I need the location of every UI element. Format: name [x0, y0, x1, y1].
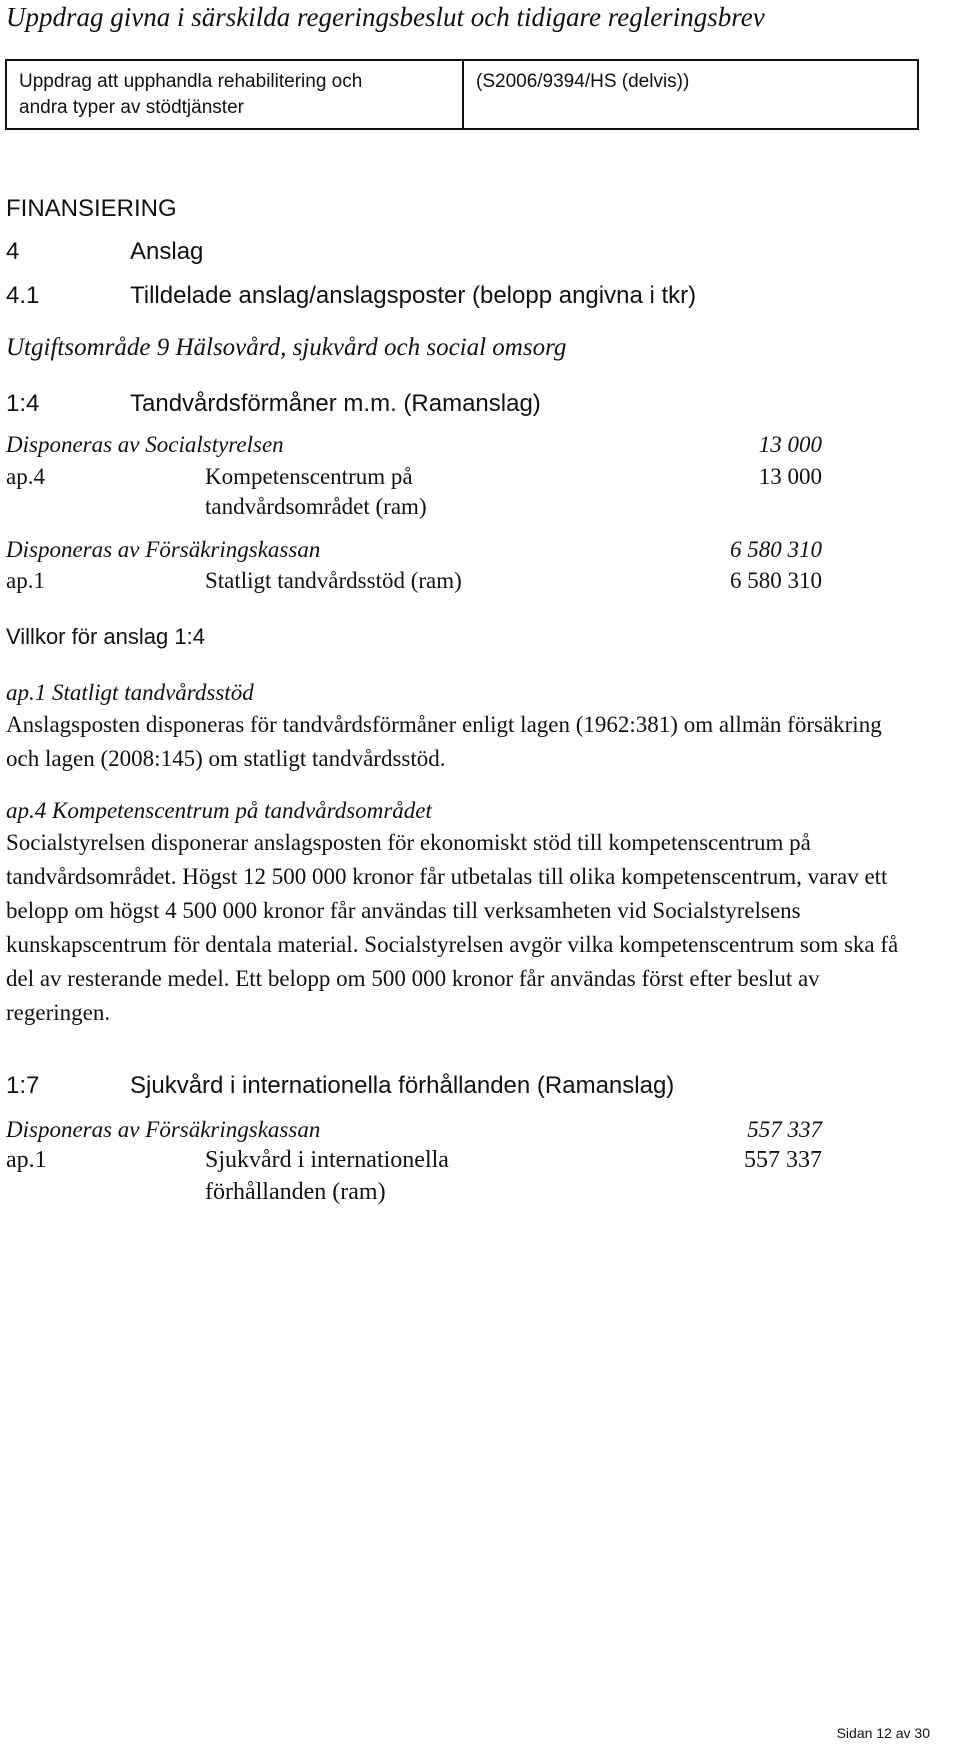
condition-ap1-title: ap.1 Statligt tandvårdsstöd — [6, 680, 254, 705]
disposed-by-label: Disponeras av Socialstyrelsen — [6, 432, 284, 457]
assignment-table — [5, 59, 919, 130]
budget-post-number: ap.4 — [6, 464, 45, 489]
appropriation-number: 1:7 — [6, 1072, 40, 1099]
financing-heading: FINANSIERING — [6, 195, 177, 222]
condition-ap4 — [6, 794, 916, 1030]
assignment-title-line1: Uppdrag att upphandla rehabilitering och — [19, 71, 363, 92]
budget-post-number: ap.1 — [6, 568, 45, 593]
disposed-by-label: Disponeras av Försäkringskassan — [6, 1117, 321, 1142]
assignment-title-line2: andra typer av stödtjänster — [19, 97, 244, 118]
subsection-number: 4.1 — [6, 282, 40, 309]
section-title: Anslag — [130, 238, 204, 265]
disposed-amount: 13 000 — [758, 432, 822, 457]
conditions-heading: Villkor för anslag 1:4 — [6, 624, 205, 649]
page-number: Sidan 12 av 30 — [836, 1725, 930, 1741]
condition-ap4-title: ap.4 Kompetenscentrum på tandvårdsområdet — [6, 798, 432, 823]
appropriation-title: Sjukvård i internationella förhållanden (Ramanslag) — [130, 1072, 675, 1099]
assignment-reference: (S2006/9394/HS (delvis)) — [476, 71, 690, 92]
appropriation-number: 1:4 — [6, 390, 40, 417]
budget-post-amount: 13 000 — [758, 464, 822, 489]
assignment-table-left-cell — [7, 61, 464, 128]
budget-post-label-line2: tandvårdsområdet (ram) — [205, 494, 427, 519]
budget-post-amount: 557 337 — [744, 1147, 822, 1173]
subsection-title: Tilldelade anslag/anslagsposter (belopp angivna i tkr) — [130, 282, 697, 309]
appropriation-title: Tandvårdsförmåner m.m. (Ramanslag) — [130, 390, 541, 417]
budget-post-label-line1: Sjukvård i internationella — [205, 1147, 449, 1173]
section-number: 4 — [6, 238, 20, 265]
document-header-title: Uppdrag givna i särskilda regeringsbeslut och tidigare regleringsbrev — [6, 2, 765, 32]
budget-post-label-line2: förhållanden (ram) — [205, 1179, 386, 1205]
disposed-amount: 6 580 310 — [730, 537, 822, 562]
disposed-amount: 557 337 — [747, 1117, 822, 1142]
budget-post-amount: 6 580 310 — [730, 568, 822, 593]
budget-post-label: Statligt tandvårdsstöd (ram) — [205, 568, 462, 593]
disposed-by-label: Disponeras av Försäkringskassan — [6, 537, 321, 562]
budget-post-number: ap.1 — [6, 1147, 47, 1173]
budget-post-label-line1: Kompetenscentrum på — [205, 464, 413, 489]
condition-ap1 — [6, 676, 916, 776]
condition-ap4-body: Socialstyrelsen disponerar anslagsposten för ekonomiskt stöd till kompetenscentrum på tandvårdsområdet. Högst 12 500 000 kronor får utbetalas till olika kompetenscentrum, varav ett belopp om högst 4 500 000 kronor får användas till verksamheten vid Socialstyrelsens kunskapscentrum för dentala material. Socialstyrelsen avgör vilka kompetenscentrum som ska få del av resterande medel. Ett belopp om 500 000 kronor får användas först efter beslut av regeringen. — [6, 830, 899, 1025]
condition-ap1-body: Anslagsposten disponeras för tandvårdsförmåner enligt lagen (1962:381) om allmän försäkring och lagen (2008:145) om statligt tandvårdsstöd. — [6, 712, 882, 771]
expenditure-area-title: Utgiftsområde 9 Hälsovård, sjukvård och social omsorg — [6, 334, 567, 361]
